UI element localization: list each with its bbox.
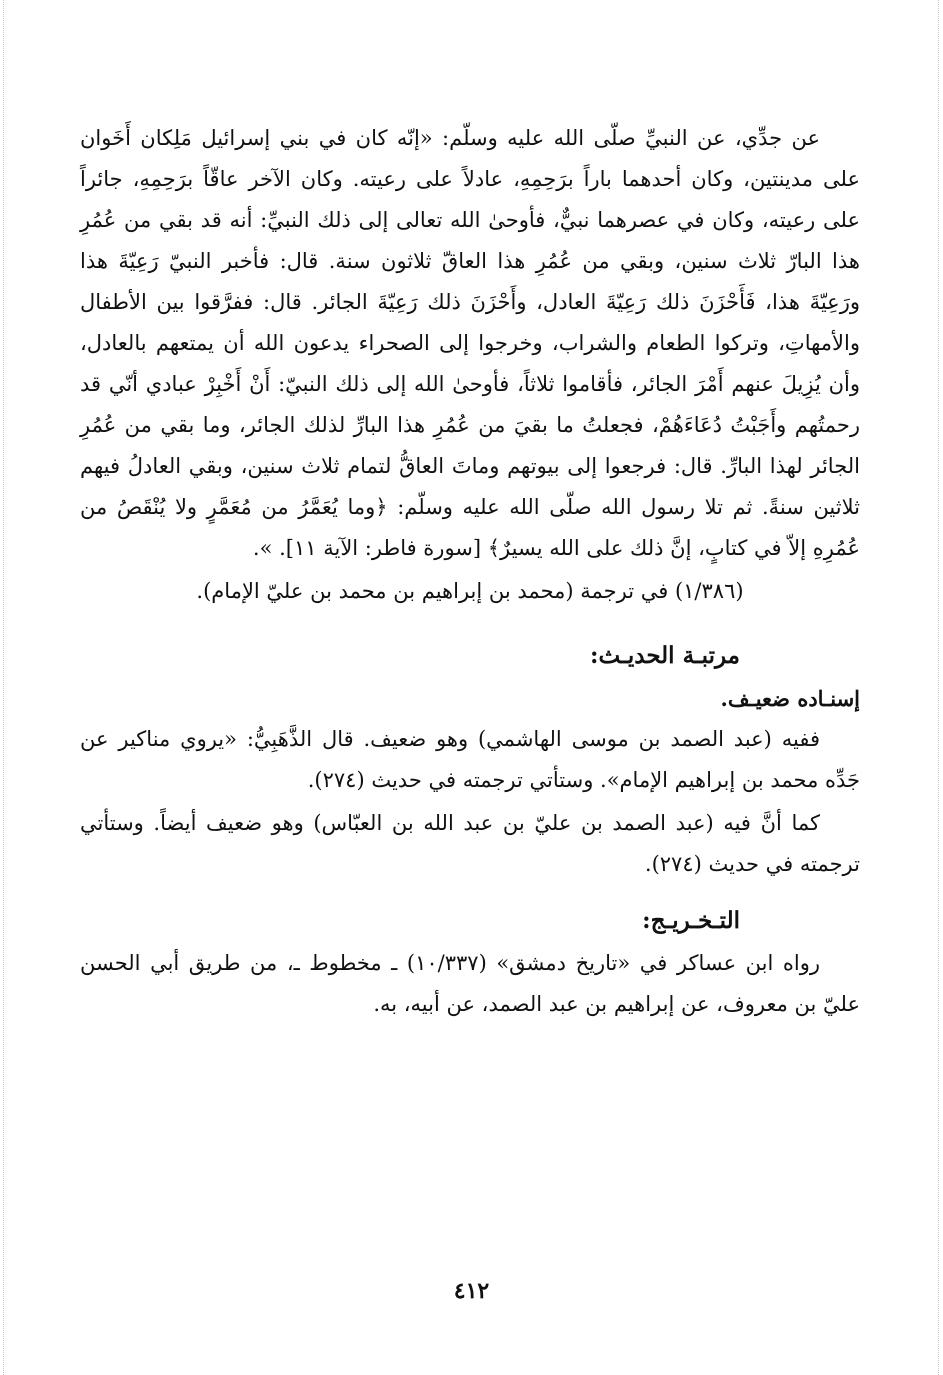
right-page-edge <box>938 0 939 1375</box>
hadith-text: عن جدِّي، عن النبيِّ صلّى الله عليه وسلّم: «إنّه كان في بني إسرائيل مَلِكان أَخَوان على مدينتين، وكان أحدهما باراً برَحِمِهِ، عادلاً على رعيته. وكان الآخر عاقّاً برَحِمِهِ، جائراً على رعيته، وكان في عصرهما نبيٌّ، فأوحىٰ الله تعالى إلى ذلك النبيِّ: أنه قد بقي من عُمُرِ هذا البارّ ثلاث سنين، وبقي من عُمُرِ هذا العاقّ ثلاثون سنة. قال: فأخبر النبيّ رَعِيّةَ هذا ورَعِيّةَ هذا، فَأَحْزَنَ ذلك رَعِيّةَ العادل، وأَحْزَنَ ذلك رَعِيّةَ الجائر. قال: ففرَّقوا بين الأطفال والأمهاتِ، وتركوا الطعام والشراب، وخرجوا إلى الصحراء يدعون الله أن يمتعهم بالعادل، وأن يُزِيلَ عنهم أَمْرَ الجائر، فأقاموا ثلاثاً، فأوحىٰ الله إلى ذلك النبيّ: أَنْ أَخْبِرْ عبادي أنّي قد رحمتُهم وأَجَبْتُ دُعَاءَهُمْ، فجعلتُ ما بقيَ من عُمُرِ هذا البارِّ لذلك الجائر، وما بقي من عُمُرِ الجائر لهذا البارِّ. قال: فرجعوا إلى بيوتهم وماتَ العاقُّ لتمام ثلاث سنين، وبقي العادلُ فيهم ثلاثين سنةً. ثم تلا رسول الله صلّى الله عليه وسلّم: ﴿وما يُعَمَّرُ من مُعَمَّرٍ ولا يُنْقَصُ من عُمُرِهِ إلاّ في كتابٍ، إنَّ ذلك على الله يسيرٌ﴾ [سورة فاطر: الآية ١١]. ». <box>80 126 860 560</box>
grade-verdict: إسنـاده ضعيـف. <box>720 686 860 711</box>
page-body <box>80 118 860 1025</box>
spacer <box>80 885 860 899</box>
takhrij-paragraph: رواه ابن عساكر في «تاريخ دمشق» (١٠/٣٣٧) ـ مخطوط ـ، من طريق أبي الحسن عليّ بن معروف، عن إبراهيم بن عبد الصمد، عن أبيه، به. <box>80 951 860 1016</box>
spacer <box>80 612 860 634</box>
takhrij-heading: التـخـريـج: <box>642 907 740 934</box>
grade-paragraph-2: كما أنَّ فيه (عبد الصمد بن عليّ بن عبد الله بن العبّاس) وهو ضعيف أيضاً. وستأتي ترجمته في حديث (٢٧٤). <box>80 811 860 876</box>
hadith-reference: (١/٣٨٦) في ترجمة (محمد بن إبراهيم بن محمد بن عليّ الإمام). <box>196 579 744 603</box>
grade-heading: مرتبـة الحديـث: <box>590 642 740 669</box>
left-page-edge <box>3 0 4 1375</box>
page-number: ٤١٢ <box>453 1278 490 1304</box>
grade-paragraph-1: ففيه (عبد الصمد بن موسى الهاشمي) وهو ضعيف. قال الذَّهَبِيُّ: «يروي مناكير عن جَدِّه محمد بن إبراهيم الإمام». وستأتي ترجمته في حديث (٢٧٤). <box>80 727 860 792</box>
